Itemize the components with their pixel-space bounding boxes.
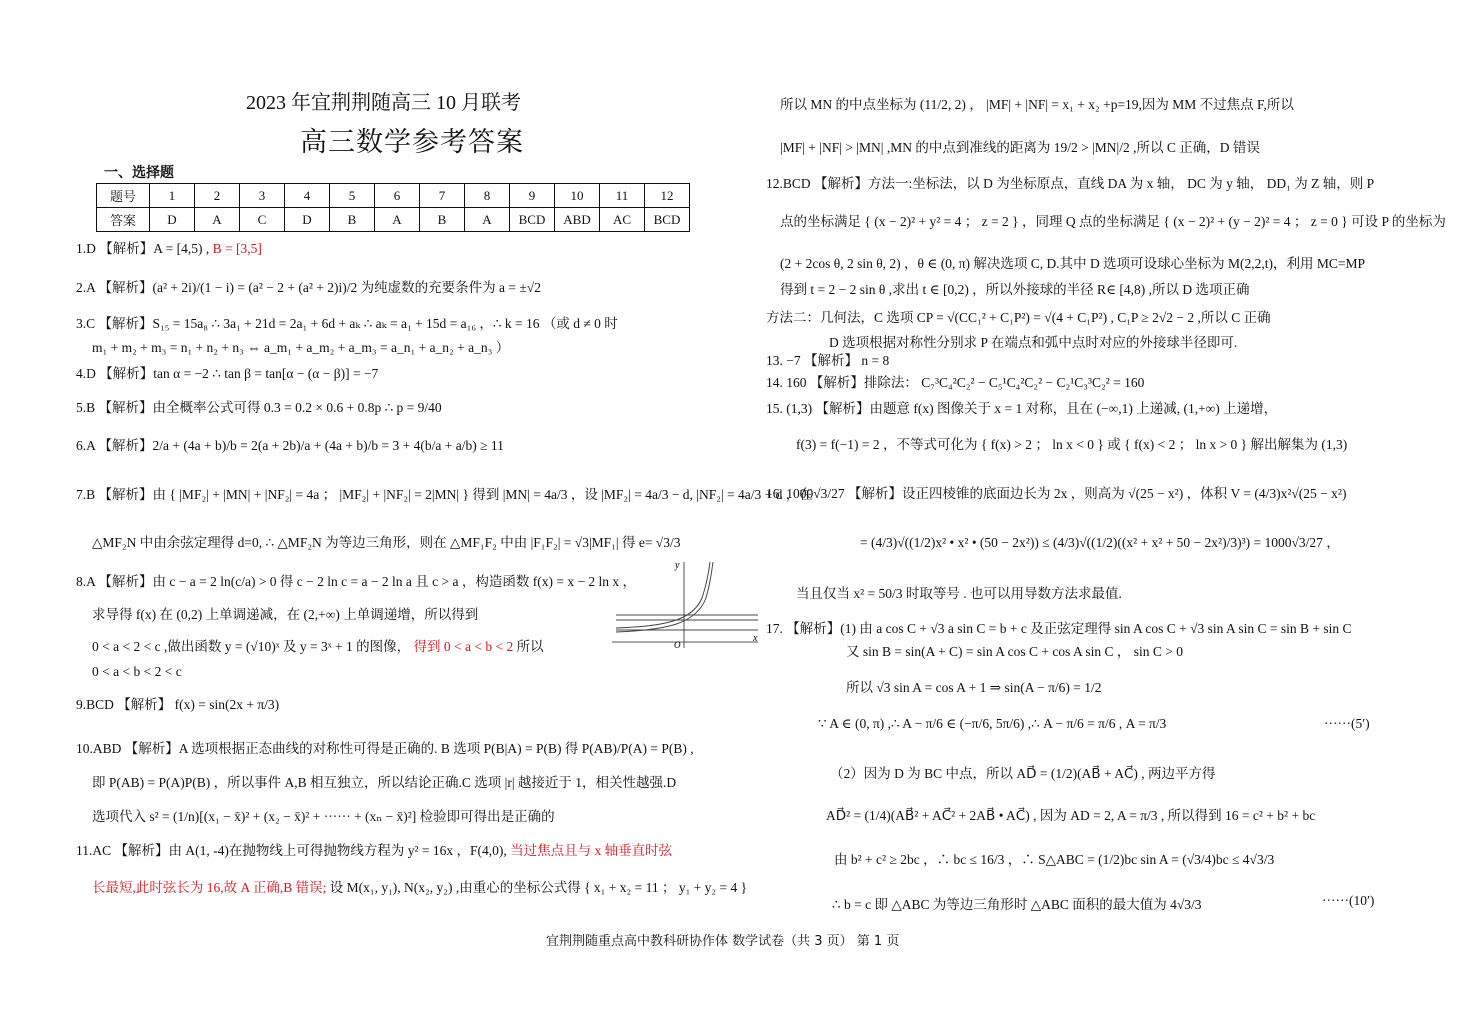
solution-3-line1: 3.C 【解析】S₁₅ = 15a₈ ∴ 3a₁ + 21d = 2a₁ + 6d + aₖ ∴ aₖ = a₁ + 15d = a₁₆ ，∴ k = 16 （或 d ≠ 0 时 [76, 316, 618, 331]
table-cell: 5 [330, 184, 375, 208]
graph-origin-label: O [674, 640, 681, 650]
table-cell: 11 [600, 184, 645, 208]
table-cell: A [465, 208, 510, 232]
solution-4: 4.D 【解析】tan α = −2 ∴ tan β = tan[α − (α − β)] = −7 [76, 366, 379, 381]
solution-11-text: 11.AC 【解析】由 A(1, -4)在抛物线上可得抛物线方程为 y² = 16x ，F(4,0), [76, 843, 507, 858]
solution-17-line3: 所以 √3 sin A = cos A + 1 ⇒ sin(A − π/6) = 1/2 [846, 680, 1102, 695]
solution-11-line3: 所以 MN 的中点坐标为 (11/2, 2) ， |MF| + |NF| = x₁ + x₂ +p=19,因为 MM 不过焦点 F,所以 [780, 97, 1294, 112]
table-cell: C [240, 208, 285, 232]
solution-9: 9.BCD 【解析】 f(x) = sin(2x + π/3) [76, 697, 280, 712]
table-cell: 12 [645, 184, 690, 208]
solution-8-tail: 所以 [516, 639, 544, 654]
solution-12-line2: 点的坐标满足 { (x − 2)² + y² = 4 ； z = 2 } ，同理 Q 点的坐标满足 { (x − 2)² + (y − 2)² = 4 ； z = 0 } 可设 P 的坐标为 [780, 214, 1446, 229]
solution-15-line2: f(3) = f(−1) = 2 ，不等式可化为 { f(x) > 2 ； ln x < 0 } 或 { f(x) < 2 ； ln x > 0 } 解出解集为 (1,3) [796, 437, 1348, 452]
table-cell: BCD [510, 208, 555, 232]
solution-10-line1: 10.ABD 【解析】A 选项根据正态曲线的对称性可得是正确的. B 选项 P(B|A) = P(B) 得 P(AB)/P(A) = P(B) , [76, 741, 694, 756]
table-cell: 7 [420, 184, 465, 208]
table-cell: 3 [240, 184, 285, 208]
solution-17-line5: （2）因为 D 为 BC 中点，所以 AD⃗ = (1/2)(AB⃗ + AC⃗) , 两边平方得 [830, 766, 1216, 781]
table-cell: A [375, 208, 420, 232]
table-cell: AC [600, 208, 645, 232]
solution-12-line3: (2 + 2cos θ, 2 sin θ, 2) ，θ ∈ (0, π) 解决选项 C, D.其中 D 选项可设球心坐标为 M(2,2,t)，利用 MC=MP [780, 256, 1366, 271]
table-cell: 10 [555, 184, 600, 208]
table-cell: 6 [375, 184, 420, 208]
table-cell: 答案 [97, 208, 150, 232]
solution-7-line2: △MF₂N 中由余弦定理得 d=0, ∴ △MF₂N 为等边三角形，则在 △MF₁F₂ 中由 |F₁F₂| = √3|MF₁| 得 e= √3/3 [92, 535, 681, 550]
solution-16-line2: = (4/3)√((1/2)x² • x² • (50 − 2x²)) ≤ (4/3)√((1/2)((x² + x² + 50 − 2x²)/3)³) = 1000√3/27 ， [860, 535, 1340, 550]
solution-12-line1: 12.BCD 【解析】方法一:坐标法，以 D 为坐标原点，直线 DA 为 x 轴， DC 为 y 轴， DD₁ 为 Z 轴，则 P [766, 176, 1375, 191]
graph-curve [616, 562, 710, 628]
table-cell: 2 [195, 184, 240, 208]
table-cell: A [195, 208, 240, 232]
solution-11-highlight-2: 长最短,此时弦长为 16,故 A 正确,B 错误; [92, 880, 327, 895]
solution-17-line8: ∴ b = c 即 △ABC 为等边三角形时 △ABC 面积的最大值为 4√3/3 [832, 897, 1202, 912]
solution-12-line4: 得到 t = 2 − 2 sin θ ,求出 t ∈ [0,2) ，所以外接球的半径 R∈ [4,8) ,所以 D 选项正确 [780, 282, 1250, 297]
solution-17-line2: 又 sin B = sin(A + C) = sin A cos C + cos A sin C ， sin C > 0 [846, 644, 1183, 659]
solution-12-line6: D 选项根据对称性分别求 P 在端点和弧中点时对应的外接球半径即可. [829, 335, 1238, 350]
solution-11-line1 [76, 839, 672, 859]
solution-8-line4: 0 < a < b < 2 < c [92, 664, 182, 679]
solution-8-text: 0 < a < 2 < c ,做出函数 y = (√10)ˣ 及 y = 3ˣ + 1 的图像， [92, 639, 411, 654]
table-cell: ABD [555, 208, 600, 232]
solution-12-line5: 方法二：几何法，C 选项 CP = √(CC₁² + C₁P²) = √(4 + C₁P²) , C₁P ≥ 2√2 − 2 ,所以 C 正确 [766, 310, 1271, 325]
score-marker: ······(5′) [1324, 716, 1370, 731]
page-title: 高三数学参考答案 [300, 127, 524, 157]
solution-1 [76, 237, 262, 257]
table-cell: B [420, 208, 465, 232]
page-footer: 宜荆荆随重点高中教科研协作体 数学试卷（共 3 页） 第 1 页 [546, 934, 900, 949]
solution-2: 2.A 【解析】(a² + 2i)/(1 − i) = (a² − 2 + (a² + 2)i)/2 为纯虚数的充要条件为 a = ±√2 [76, 280, 541, 295]
solution-6: 6.A 【解析】2/a + (4a + b)/b = 2(a + 2b)/a + (4a + b)/b = 3 + 4(b/a + a/b) ≥ 11 [76, 438, 504, 453]
solution-8-line3 [92, 635, 544, 655]
graph-curve [616, 562, 713, 632]
solution-16-line3: 当且仅当 x² = 50/3 时取等号 . 也可以用导数方法求最值. [796, 586, 1122, 601]
solution-11-line4: |MF| + |NF| > |MN| ,MN 的中点到准线的距离为 19/2 > |MN|/2 ,所以 C 正确，D 错误 [780, 140, 1260, 155]
graph-x-label: x [753, 633, 758, 644]
graph-y-label: y [675, 560, 680, 571]
solution-17-line6: AD⃗² = (1/4)(AB⃗² + AC⃗² + 2AB⃗ • AC⃗) , 因为 AD = 2, A = π/3 , 所以得到 16 = c² + b² + bc [826, 808, 1316, 823]
solution-15-line1: 15. (1,3) 【解析】由题意 f(x) 图像关于 x = 1 对称，且在 (−∞,1) 上递减, (1,+∞) 上递增， [766, 401, 1278, 416]
solution-8-highlight: 得到 0 < a < b < 2 [413, 639, 514, 654]
section-heading: 一、选择题 [104, 165, 174, 181]
solution-11-highlight: 当过焦点且与 x 轴垂直时弦 [510, 843, 673, 858]
answer-table [96, 183, 690, 232]
solution-16-line1: 16. 1000√3/27 【解析】设正四棱锥的底面边长为 2x ，则高为 √(25 − x²) ，体积 V = (4/3)x²√(25 − x²) [766, 486, 1347, 501]
solution-8-line2: 求导得 f(x) 在 (0,2) 上单调递减，在 (2,+∞) 上单调递增，所以得到 [92, 607, 479, 622]
table-cell: 4 [285, 184, 330, 208]
score-marker: ······(10′) [1322, 893, 1375, 908]
table-cell: 题号 [97, 184, 150, 208]
solution-1-highlight: B = [3,5] [212, 241, 262, 256]
solution-7-line1: 7.B 【解析】由 { |MF₂| + |MN| + |NF₂| = 4a ； |MF₂| + |NF₂| = 2|MN| } 得到 |MN| = 4a/3 ，设 |MF₂| = 4a/3 − d, |NF₂| = 4a/3 + d ，在 [76, 487, 813, 502]
table-cell: BCD [645, 208, 690, 232]
solution-5: 5.B 【解析】由全概率公式可得 0.3 = 0.2 × 0.6 + 0.8p ∴ p = 9/40 [76, 400, 442, 415]
table-cell: B [330, 208, 375, 232]
solution-17-line7: 由 b² + c² ≥ 2bc ，∴ bc ≤ 16/3 ，∴ S△ABC = (1/2)bc sin A = (√3/4)bc ≤ 4√3/3 [834, 852, 1275, 867]
function-graph [612, 558, 762, 650]
exam-title: 2023 年宜荆荆随高三 10 月联考 [246, 92, 521, 114]
table-row [97, 184, 690, 208]
table-cell: D [150, 208, 195, 232]
solution-1-text: 1.D 【解析】A = [4,5) , [76, 241, 210, 256]
table-cell: 9 [510, 184, 555, 208]
solution-10-line2: 即 P(AB) = P(A)P(B) ，所以事件 A,B 相互独立，所以结论正确.C 选项 |r| 越接近于 1，相关性越强.D [92, 775, 677, 790]
solution-14: 14. 160 【解析】排除法： C₇³C₄²C₂² − C₅¹C₄²C₂² − C₂¹C₃³C₂² = 160 [766, 375, 1145, 390]
solution-11-line2 [92, 876, 747, 896]
solution-17-line4: ∵ A ∈ (0, π) ,∴ A − π/6 ∈ (−π/6, 5π/6) ,∴ A − π/6 = π/6 , A = π/3 [818, 716, 1167, 731]
table-cell: D [285, 208, 330, 232]
solution-3-line2: m₁ + m₂ + m₃ = n₁ + n₂ + n₃ ⇔ a_m₁ + a_m₂ + a_m₃ = a_n₁ + a_n₂ + a_n₃ ） [92, 340, 510, 355]
table-cell: 1 [150, 184, 195, 208]
table-cell: 8 [465, 184, 510, 208]
solution-13: 13. −7 【解析】 n = 8 [766, 353, 890, 368]
table-row [97, 208, 690, 232]
solution-10-line3: 选项代入 s² = (1/n)[(x₁ − x̄)² + (x₂ − x̄)² + ······ + (xₙ − x̄)²] 检验即可得出是正确的 [92, 809, 555, 824]
solution-8-line1: 8.A 【解析】由 c − a = 2 ln(c/a) > 0 得 c − 2 ln c = a − 2 ln a 且 c > a ，构造函数 f(x) = x − 2 ln x ， [76, 574, 637, 589]
solution-11-text-2: 设 M(x₁, y₁), N(x₂, y₂) ,由重心的坐标公式得 { x₁ + x₂ = 11 ； y₁ + y₂ = 4 } [329, 880, 748, 895]
solution-17-line1: 17. 【解析】(1) 由 a cos C + √3 a sin C = b + c 及正弦定理得 sin A cos C + √3 sin A sin C = sin B + sin C [766, 621, 1352, 636]
